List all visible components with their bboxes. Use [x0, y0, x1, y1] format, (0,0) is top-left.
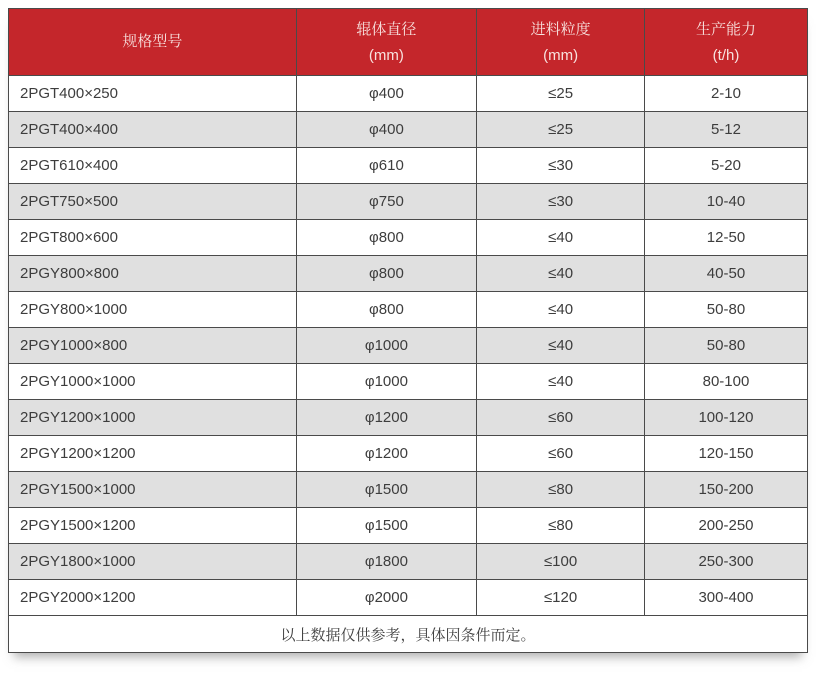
cell-feed-size: ≤40: [477, 292, 645, 328]
cell-capacity: 50-80: [644, 292, 807, 328]
cell-feed-size: ≤100: [477, 544, 645, 580]
cell-feed-size: ≤120: [477, 580, 645, 616]
cell-model: 2PGY1200×1200: [9, 436, 297, 472]
spec-table: [8, 8, 808, 653]
footer-note: 以上数据仅供参考，具体因条件而定。: [9, 616, 808, 653]
table-body: [9, 76, 808, 616]
cell-roller-diameter: φ1800: [296, 544, 477, 580]
header-label-feed-size: 进料粒度: [530, 21, 591, 39]
header-row: [9, 9, 808, 76]
header-unit-roller-diameter: (mm): [368, 46, 404, 64]
header-label-roller-diameter: 辊体直径: [356, 21, 417, 39]
cell-capacity: 5-20: [644, 148, 807, 184]
cell-feed-size: ≤30: [477, 184, 645, 220]
spec-table-container: [8, 8, 808, 653]
header-cell-capacity: [644, 9, 807, 76]
footer-row: [9, 616, 808, 653]
table-row: [9, 364, 808, 400]
cell-capacity: 80-100: [644, 364, 807, 400]
cell-feed-size: ≤40: [477, 220, 645, 256]
header-cell-feed-size: [477, 9, 645, 76]
table-row: [9, 256, 808, 292]
cell-capacity: 120-150: [644, 436, 807, 472]
table-row: [9, 400, 808, 436]
cell-feed-size: ≤80: [477, 508, 645, 544]
cell-roller-diameter: φ800: [296, 292, 477, 328]
cell-roller-diameter: φ750: [296, 184, 477, 220]
cell-model: 2PGT400×400: [9, 112, 297, 148]
cell-capacity: 12-50: [644, 220, 807, 256]
cell-model: 2PGY1000×800: [9, 328, 297, 364]
cell-model: 2PGY1200×1000: [9, 400, 297, 436]
cell-model: 2PGY1500×1200: [9, 508, 297, 544]
cell-capacity: 2-10: [644, 76, 807, 112]
header-cell-roller-diameter: [296, 9, 477, 76]
cell-feed-size: ≤25: [477, 112, 645, 148]
header-cell-model: [9, 9, 297, 76]
cell-capacity: 200-250: [644, 508, 807, 544]
cell-model: 2PGT750×500: [9, 184, 297, 220]
header-unit-feed-size: (mm): [543, 46, 579, 64]
table-row: [9, 328, 808, 364]
table-row: [9, 292, 808, 328]
table-row: [9, 148, 808, 184]
cell-feed-size: ≤80: [477, 472, 645, 508]
cell-roller-diameter: φ1000: [296, 328, 477, 364]
cell-model: 2PGY1500×1000: [9, 472, 297, 508]
table-row: [9, 508, 808, 544]
cell-feed-size: ≤40: [477, 328, 645, 364]
cell-capacity: 5-12: [644, 112, 807, 148]
table-row: [9, 580, 808, 616]
table-row: [9, 544, 808, 580]
header-unit-capacity: (t/h): [712, 46, 740, 64]
header-label-model: 规格型号: [122, 32, 183, 50]
table-row: [9, 112, 808, 148]
cell-model: 2PGY1800×1000: [9, 544, 297, 580]
cell-feed-size: ≤25: [477, 76, 645, 112]
cell-feed-size: ≤60: [477, 400, 645, 436]
cell-roller-diameter: φ1200: [296, 436, 477, 472]
cell-roller-diameter: φ800: [296, 220, 477, 256]
cell-roller-diameter: φ1500: [296, 472, 477, 508]
header-label-capacity: 生产能力: [695, 21, 756, 39]
cell-model: 2PGY800×1000: [9, 292, 297, 328]
cell-feed-size: ≤30: [477, 148, 645, 184]
cell-roller-diameter: φ610: [296, 148, 477, 184]
cell-capacity: 40-50: [644, 256, 807, 292]
table-row: [9, 220, 808, 256]
cell-capacity: 10-40: [644, 184, 807, 220]
cell-roller-diameter: φ400: [296, 112, 477, 148]
cell-feed-size: ≤40: [477, 256, 645, 292]
cell-capacity: 250-300: [644, 544, 807, 580]
cell-feed-size: ≤40: [477, 364, 645, 400]
cell-model: 2PGY2000×1200: [9, 580, 297, 616]
cell-roller-diameter: φ1500: [296, 508, 477, 544]
cell-capacity: 150-200: [644, 472, 807, 508]
table-footer: [9, 616, 808, 653]
cell-roller-diameter: φ1000: [296, 364, 477, 400]
cell-roller-diameter: φ800: [296, 256, 477, 292]
cell-model: 2PGT610×400: [9, 148, 297, 184]
table-row: [9, 436, 808, 472]
table-row: [9, 76, 808, 112]
cell-capacity: 50-80: [644, 328, 807, 364]
table-row: [9, 472, 808, 508]
cell-model: 2PGY1000×1000: [9, 364, 297, 400]
cell-feed-size: ≤60: [477, 436, 645, 472]
cell-capacity: 300-400: [644, 580, 807, 616]
cell-roller-diameter: φ2000: [296, 580, 477, 616]
cell-model: 2PGT400×250: [9, 76, 297, 112]
table-header: [9, 9, 808, 76]
cell-roller-diameter: φ1200: [296, 400, 477, 436]
cell-roller-diameter: φ400: [296, 76, 477, 112]
cell-model: 2PGT800×600: [9, 220, 297, 256]
cell-model: 2PGY800×800: [9, 256, 297, 292]
cell-capacity: 100-120: [644, 400, 807, 436]
table-row: [9, 184, 808, 220]
